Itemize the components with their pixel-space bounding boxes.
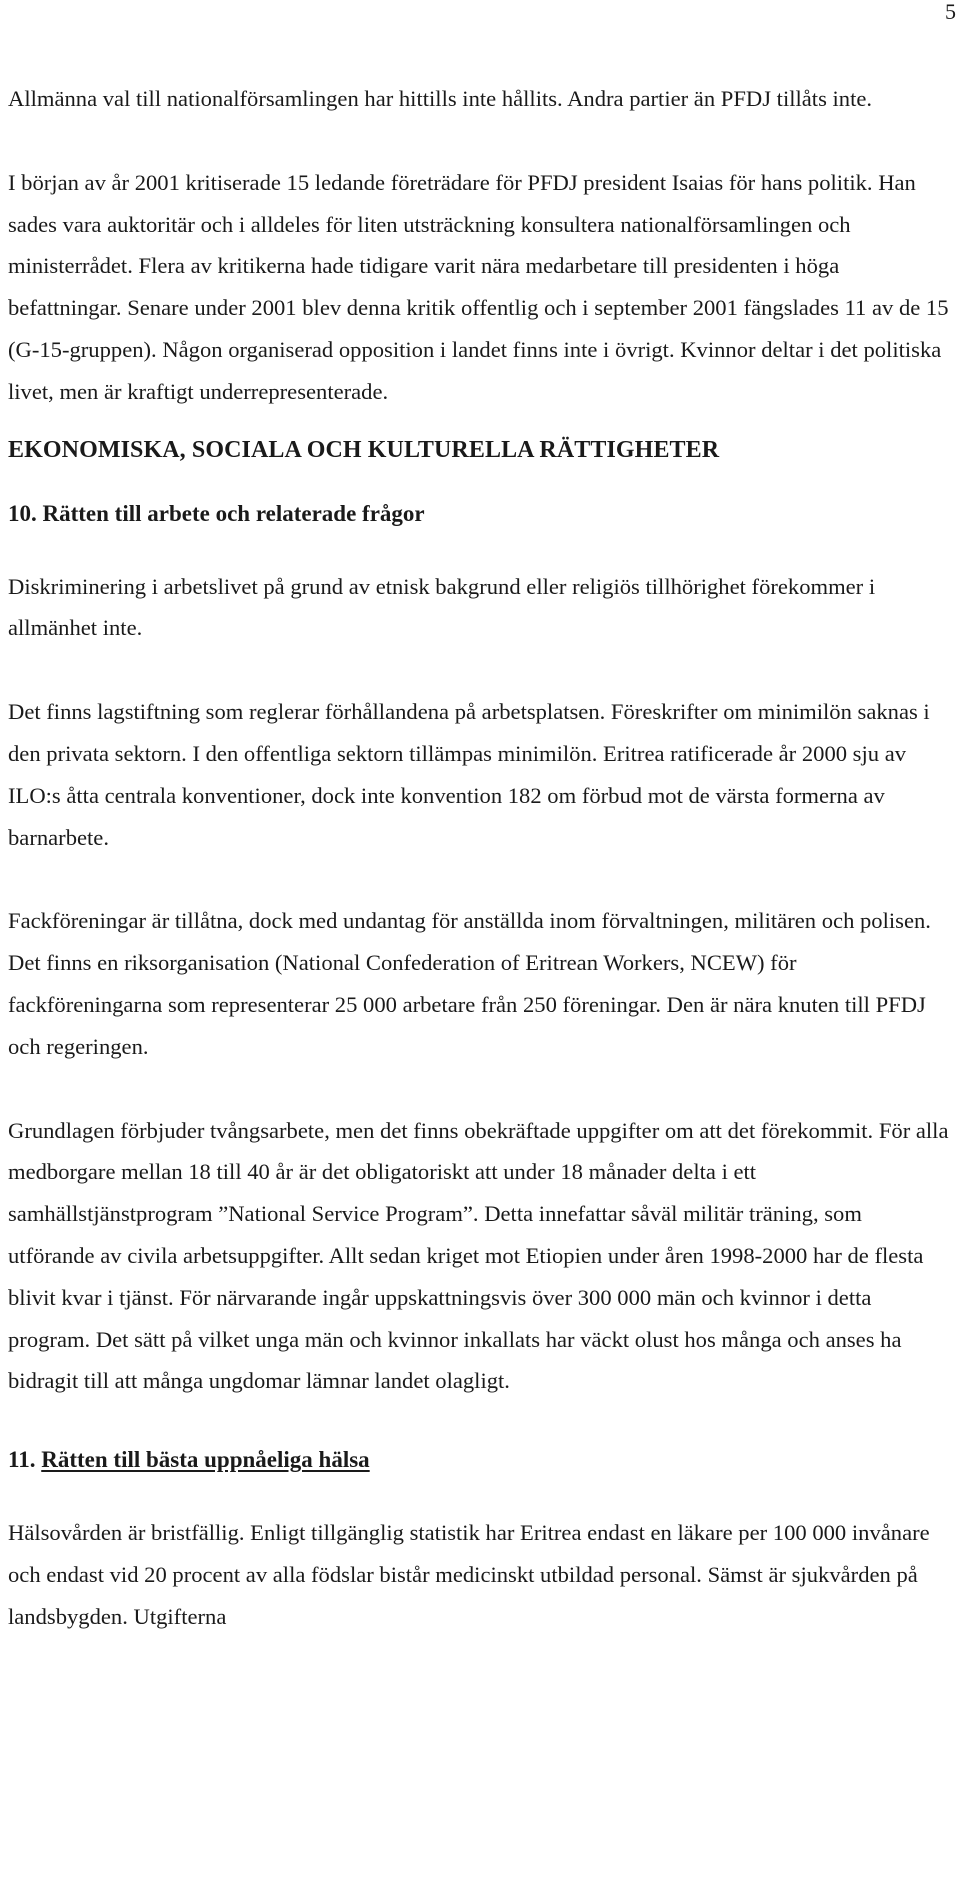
subsection-heading-10 (8, 494, 953, 534)
subsection-title: Rätten till bästa uppnåeliga hälsa (41, 1447, 370, 1473)
subsection-number: 11. (8, 1447, 36, 1473)
paragraph: I början av år 2001 kritiserade 15 ledande företrädare för PFDJ president Isaias för hans politik. Han sades vara auktoritär och i alldeles för liten utsträckning konsultera nationalförsamlingen och ministerrådet. Flera av kritikerna hade tidigare varit nära medarbetare till presidenten i höga befattningar. Senare under 2001 blev denna kritik offentlig och i september 2001 fängslades 11 av de 15 (G-15-gruppen). Någon organiserad opposition i landet finns inte i övrigt. Kvinnor deltar i det politiska livet, men är kraftigt underrepresenterade. (8, 169, 949, 404)
subsection-heading-11 (8, 1440, 953, 1480)
subsection-number: 10. (8, 500, 37, 526)
section-heading: EKONOMISKA, SOCIALA OCH KULTURELLA RÄTTIGHETER (8, 436, 720, 463)
page-number: 5 (945, 0, 956, 24)
paragraph: Fackföreningar är tillåtna, dock med undantag för anställda inom förvaltningen, militären och polisen. Det finns en riksorganisation (National Confederation of Eritrean Workers, NCEW) för fackföreningarna som representerar 25 000 arbetare från 250 föreningar. Den är nära knuten till PFDJ och regeringen. (8, 908, 931, 1059)
document-body (8, 78, 953, 1638)
paragraph: Det finns lagstiftning som reglerar förhållandena på arbetsplatsen. Föreskrifter om minimilön saknas i den privata sektorn. I den offentliga sektorn tillämpas minimilön. Eritrea ratificerade år 2000 sju av ILO:s åtta centrala konventioner, dock inte konvention 182 om förbud mot de värsta formerna av barnarbete. (8, 699, 930, 850)
paragraph: Hälsovården är bristfällig. Enligt tillgänglig statistik har Eritrea endast en läkare per 100 000 invånare och endast vid 20 procent av alla födslar bistår medicinskt utbildad personal. Sämst är sjukvården på landsbygden. Utgifterna (8, 1520, 930, 1629)
paragraph: Diskriminering i arbetslivet på grund av etnisk bakgrund eller religiös tillhörighet förekommer i allmänhet inte. (8, 573, 876, 641)
subsection-title: Rätten till arbete och relaterade frågor (42, 500, 425, 526)
paragraph: Allmänna val till nationalförsamlingen har hittills inte hållits. Andra partier än PFDJ tillåts inte. (8, 86, 873, 111)
paragraph: Grundlagen förbjuder tvångsarbete, men det finns obekräftade uppgifter om att det förekommit. För alla medborgare mellan 18 till 40 år är det obligatoriskt att under 18 månader delta i ett samhällstjänstprogram ”National Service Program”. Detta innefattar såväl militär träning, som utförande av civila arbetsuppgifter. Allt sedan kriget mot Etiopien under åren 1998-2000 har de flesta blivit kvar i tjänst. För närvarande ingår uppskattningsvis över 300 000 män och kvinnor i detta program. Det sätt på vilket unga män och kvinnor inkallats har väckt olust hos många och anses ha bidragit till att många ungdomar lämnar landet olagligt. (8, 1117, 949, 1394)
